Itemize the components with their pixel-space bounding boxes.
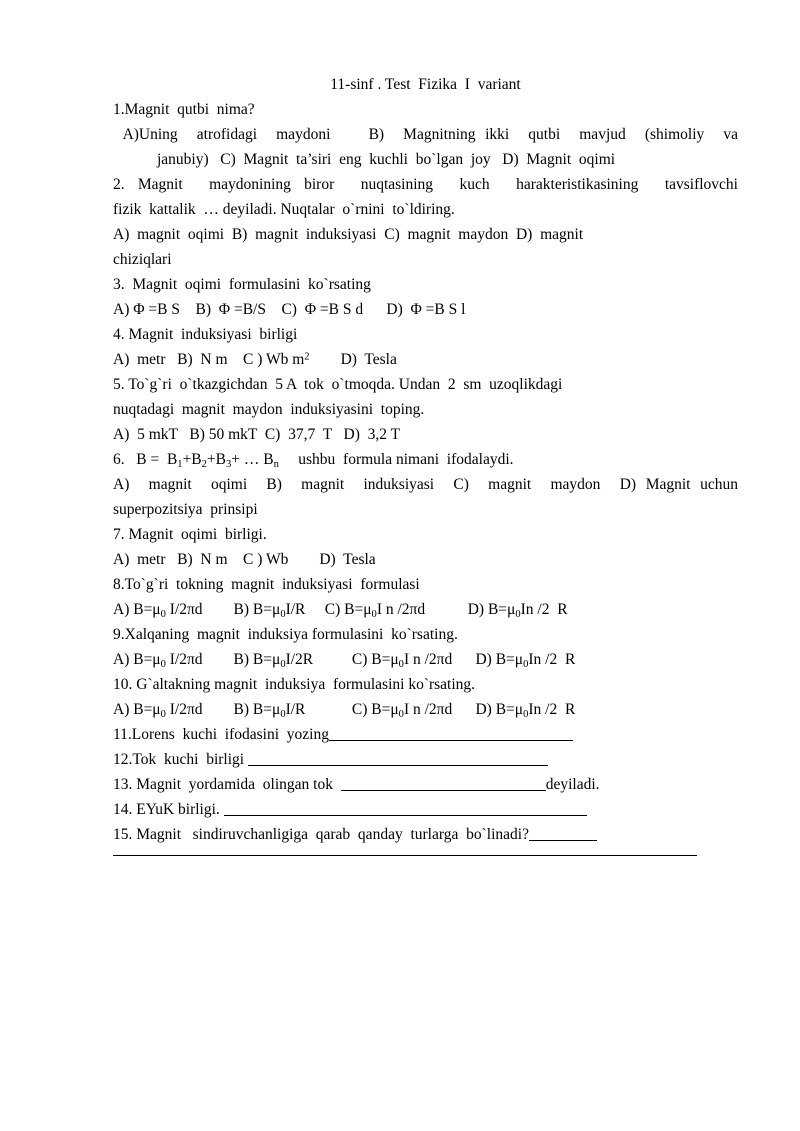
- q9-opt-a-pre: A) B=μ: [113, 651, 161, 668]
- question-10-options: [113, 697, 738, 722]
- q6-sub-2: 2: [201, 458, 207, 470]
- answer-blank-13[interactable]: [341, 775, 546, 791]
- q10-opt-a-post: I/2πd B) B=μ: [165, 701, 281, 718]
- q6-part-2: +B: [206, 451, 227, 468]
- question-3-options: A) Φ =B S B) Φ =B/S C) Φ =B S d D) Φ =B S l: [113, 301, 466, 318]
- q9-mu-sub-c: 0: [398, 658, 404, 670]
- question-14: [113, 797, 738, 822]
- question-5-line-2: nuqtadagi magnit maydon induksiyasini toping.: [113, 401, 425, 418]
- q8-opt-c-post: I n /2πd D) B=μ: [376, 601, 516, 618]
- q8-mu-sub-b: 0: [280, 608, 286, 620]
- q4-unit-superscript: 2: [304, 351, 310, 363]
- question-11: [113, 722, 738, 747]
- q10-opt-b-post: I/R C) B=μ: [285, 701, 399, 718]
- q10-mu-sub-b: 0: [280, 708, 286, 720]
- question-4: 4. Magnit induksiyasi birligi: [113, 326, 298, 343]
- question-8-options: [113, 597, 738, 622]
- question-14-text: 14. EYuK birligi.: [113, 801, 224, 818]
- q9-opt-a-post: I/2πd B) B=μ: [165, 651, 281, 668]
- answer-blank-15-continuation[interactable]: [113, 854, 697, 856]
- q9-opt-b-post: I/2R C) B=μ: [285, 651, 399, 668]
- q6-sub-1: 1: [177, 458, 183, 470]
- q8-mu-sub-a: 0: [160, 608, 166, 620]
- q10-mu-sub-d: 0: [523, 708, 529, 720]
- question-10: 10. G`altakning magnit induksiya formulasini ko`rsating.: [113, 676, 476, 693]
- q9-mu-sub-b: 0: [280, 658, 286, 670]
- question-6-options-line-2: superpozitsiya prinsipi: [113, 501, 258, 518]
- question-2-options-line-1: A) magnit oqimi B) magnit induksiyasi C) magnit maydon D) magnit: [113, 226, 584, 243]
- question-2-line-2: fizik kattalik … deyiladi. Nuqtalar o`rnini to`ldiring.: [113, 201, 455, 218]
- q8-mu-sub-d: 0: [515, 608, 521, 620]
- question-1: 1.Magnit qutbi nima?: [113, 101, 255, 118]
- question-8: 8.To`g`ri tokning magnit induksiyasi formulasi: [113, 576, 420, 593]
- question-12-text: 12.Tok kuchi birligi: [113, 751, 248, 768]
- q6-part-1: +B: [182, 451, 202, 468]
- question-9: 9.Xalqaning magnit induksiya formulasini ko`rsating.: [113, 626, 458, 643]
- q10-opt-d-post: In /2 R: [528, 701, 576, 718]
- q10-opt-c-post: I n /2πd D) B=μ: [403, 701, 524, 718]
- question-11-text: 11.Lorens kuchi ifodasini yozing: [113, 726, 329, 743]
- page-title: 11-sinf . Test Fizika I variant: [330, 76, 521, 93]
- question-6: [113, 447, 738, 472]
- q8-opt-b-post: I/R C) B=μ: [285, 601, 372, 618]
- question-2-options-line-2: chiziqlari: [113, 251, 172, 268]
- q8-mu-sub-c: 0: [371, 608, 377, 620]
- q8-opt-a-post: I/2πd B) B=μ: [165, 601, 281, 618]
- q10-mu-sub-c: 0: [398, 708, 404, 720]
- q9-opt-c-post: I n /2πd D) B=μ: [403, 651, 524, 668]
- question-5-options: A) 5 mkT B) 50 mkT C) 37,7 T D) 3,2 T: [113, 426, 401, 443]
- question-13-text-post: deyiladi.: [545, 776, 600, 793]
- q6-part-3: + … B: [231, 451, 274, 468]
- question-9-options: [113, 647, 738, 672]
- q8-opt-d-post: In /2 R: [520, 601, 568, 618]
- question-15-text: 15. Magnit sindiruvchanligiga qarab qanday turlarga bo`linadi?: [113, 826, 529, 843]
- question-2-line-1: 2. Magnit maydonining biror nuqtasining kuch harakteristikasining tavsiflovchi: [113, 176, 738, 193]
- answer-blank-15[interactable]: [529, 825, 597, 841]
- question-7-options: A) metr B) N m C ) Wb D) Tesla: [113, 551, 376, 568]
- question-1-options-line-2: janubiy) C) Magnit ta’siri eng kuchli bo`lgan joy D) Magnit oqimi: [157, 151, 616, 168]
- question-7: 7. Magnit oqimi birligi.: [113, 526, 267, 543]
- question-3: 3. Magnit oqimi formulasini ko`rsating: [113, 276, 371, 293]
- question-5-line-1: 5. To`g`ri o`tkazgichdan 5 A tok o`tmoqda. Undan 2 sm uzoqlikdagi: [113, 376, 563, 393]
- q9-mu-sub-a: 0: [160, 658, 166, 670]
- answer-blank-12[interactable]: [248, 750, 548, 766]
- question-12: [113, 747, 738, 772]
- q6-suffix: ushbu formula nimani ifodalaydi.: [278, 451, 514, 468]
- q9-opt-d-post: In /2 R: [528, 651, 576, 668]
- q4-option-text-a: A) metr B) N m C ) Wb m: [113, 351, 305, 368]
- q10-opt-a-pre: A) B=μ: [113, 701, 161, 718]
- question-13-text-pre: 13. Magnit yordamida olingan tok: [113, 776, 341, 793]
- q6-sub-3: 3: [226, 458, 232, 470]
- question-6-options-line-1: A) magnit oqimi B) magnit induksiyasi C) magnit maydon D) Magnit uchun: [113, 476, 738, 493]
- question-4-options: [113, 347, 738, 372]
- q10-mu-sub-a: 0: [160, 708, 166, 720]
- question-15: [113, 822, 738, 847]
- question-1-options-line-1: A)Uning atrofidagi maydoni B) Magnitning ikki qutbi mavjud (shimoliy va: [113, 126, 739, 143]
- q4-option-text-b: D) Tesla: [309, 351, 397, 368]
- q6-sub-n: n: [273, 458, 279, 470]
- document-body: [113, 72, 738, 856]
- answer-blank-14[interactable]: [224, 800, 587, 816]
- q6-prefix: 6. B = B: [113, 451, 178, 468]
- q9-mu-sub-d: 0: [523, 658, 529, 670]
- q8-opt-a-pre: A) B=μ: [113, 601, 161, 618]
- answer-blank-11[interactable]: [329, 725, 573, 741]
- question-13: [113, 772, 738, 797]
